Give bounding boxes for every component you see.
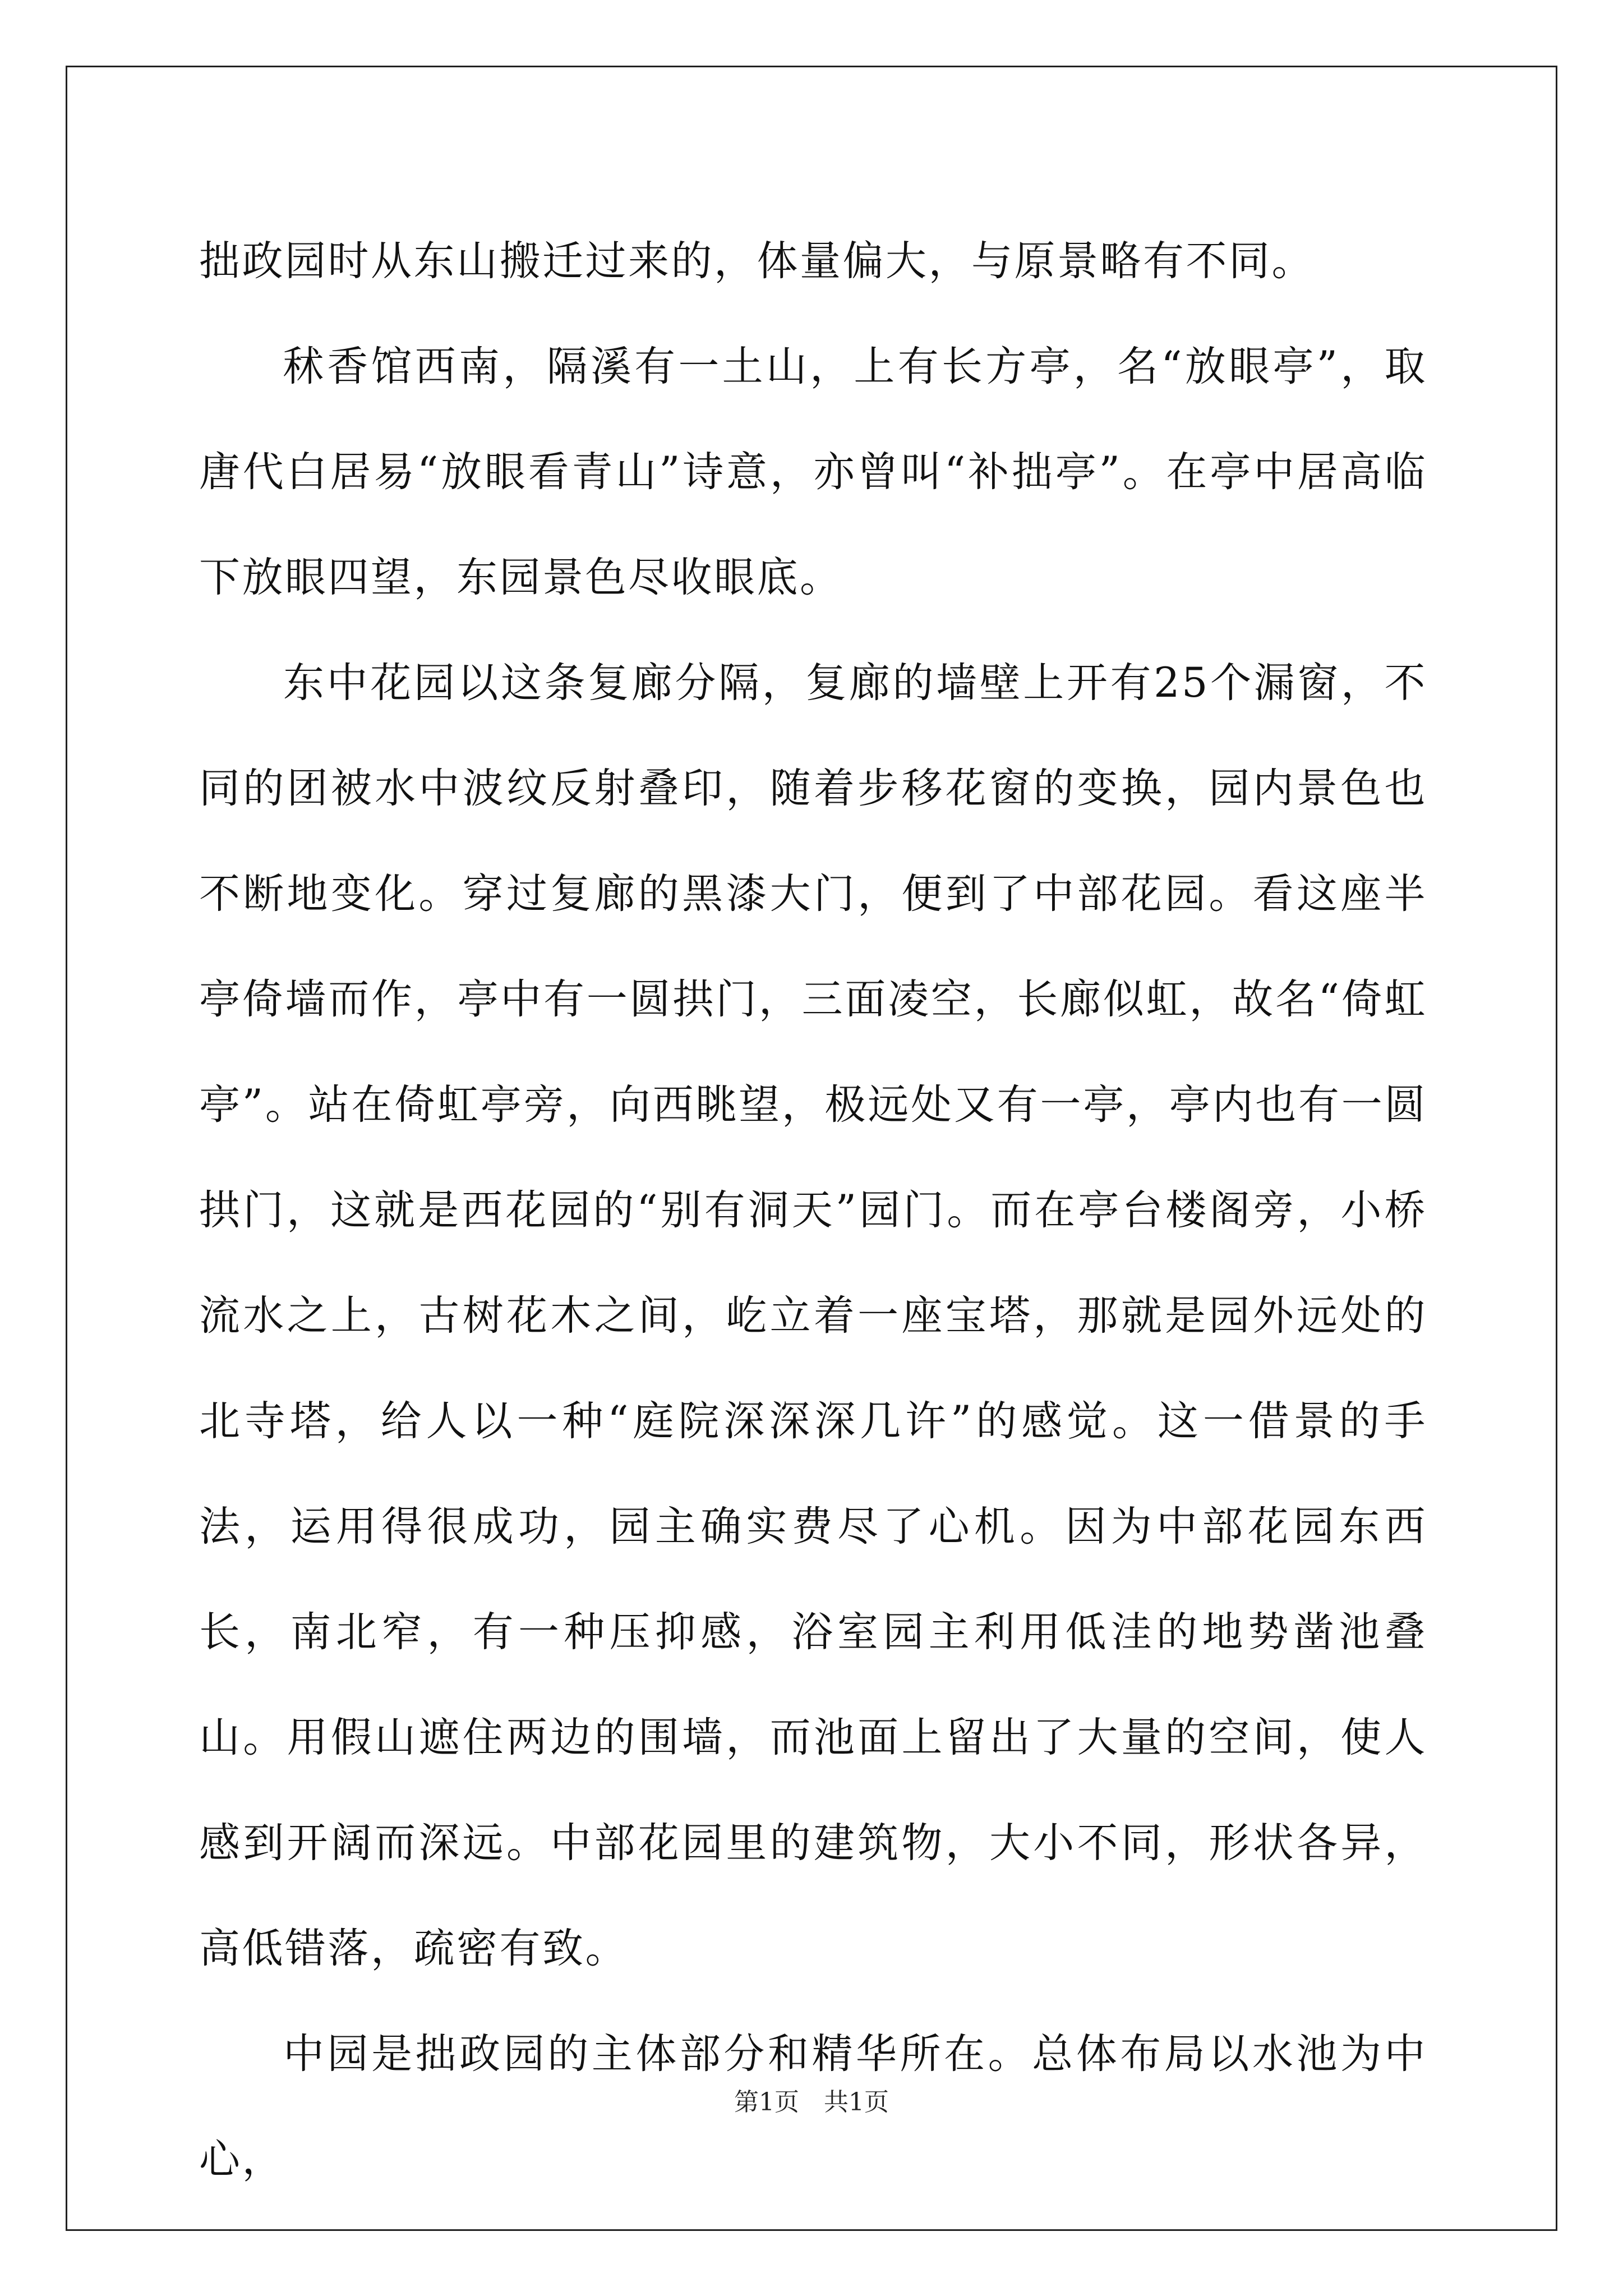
document-body	[199, 209, 1427, 2212]
paragraph-fangyan-pavilion: 秫香馆西南，隔溪有一土山，上有长方亭，名“放眼亭”，取唐代白居易“放眼看青山”诗意，亦曾叫“补拙亭”。在亭中居高临下放眼四望，东园景色尽收眼底。	[199, 343, 1427, 601]
paragraph-continuation: 拙政园时从东山搬迁过来的，体量偏大，与原景略有不同。	[199, 237, 1315, 285]
paragraph-corridor-garden: 东中花园以这条复廊分隔，复廊的墙壁上开有25个漏窗，不同的团被水中波纹反射叠印，随着步移花窗的变换，园内景色也不断地变化。穿过复廊的黑漆大门，便到了中部花园。看这座半亭倚墙而作，亭中有一圆拱门，三面凌空，长廊似虹，故名“倚虹亭”。站在倚虹亭旁，向西眺望，极远处又有一亭，亭内也有一圆拱门，这就是西花园的“别有洞天”园门。而在亭台楼阁旁，小桥流水之上，古树花木之间，屹立着一座宝塔，那就是园外远处的北寺塔，给人以一种“庭院深深深几许”的感觉。这一借景的手法，运用得很成功，园主确实费尽了心机。因为中部花园东西长，南北窄，有一种压抑感，浴室园主利用低洼的地势凿池叠山。用假山遮住两边的围墙，而池面上留出了大量的空间，使人感到开阔而深远。中部花园里的建筑物，大小不同，形状各异，高低错落，疏密有致。	[199, 659, 1427, 1972]
page-footer: 第1页 共1页	[734, 2088, 889, 2116]
paragraph-central-garden: 中园是拙政园的主体部分和精华所在。总体布局以水池为中心，	[199, 2030, 1427, 2183]
